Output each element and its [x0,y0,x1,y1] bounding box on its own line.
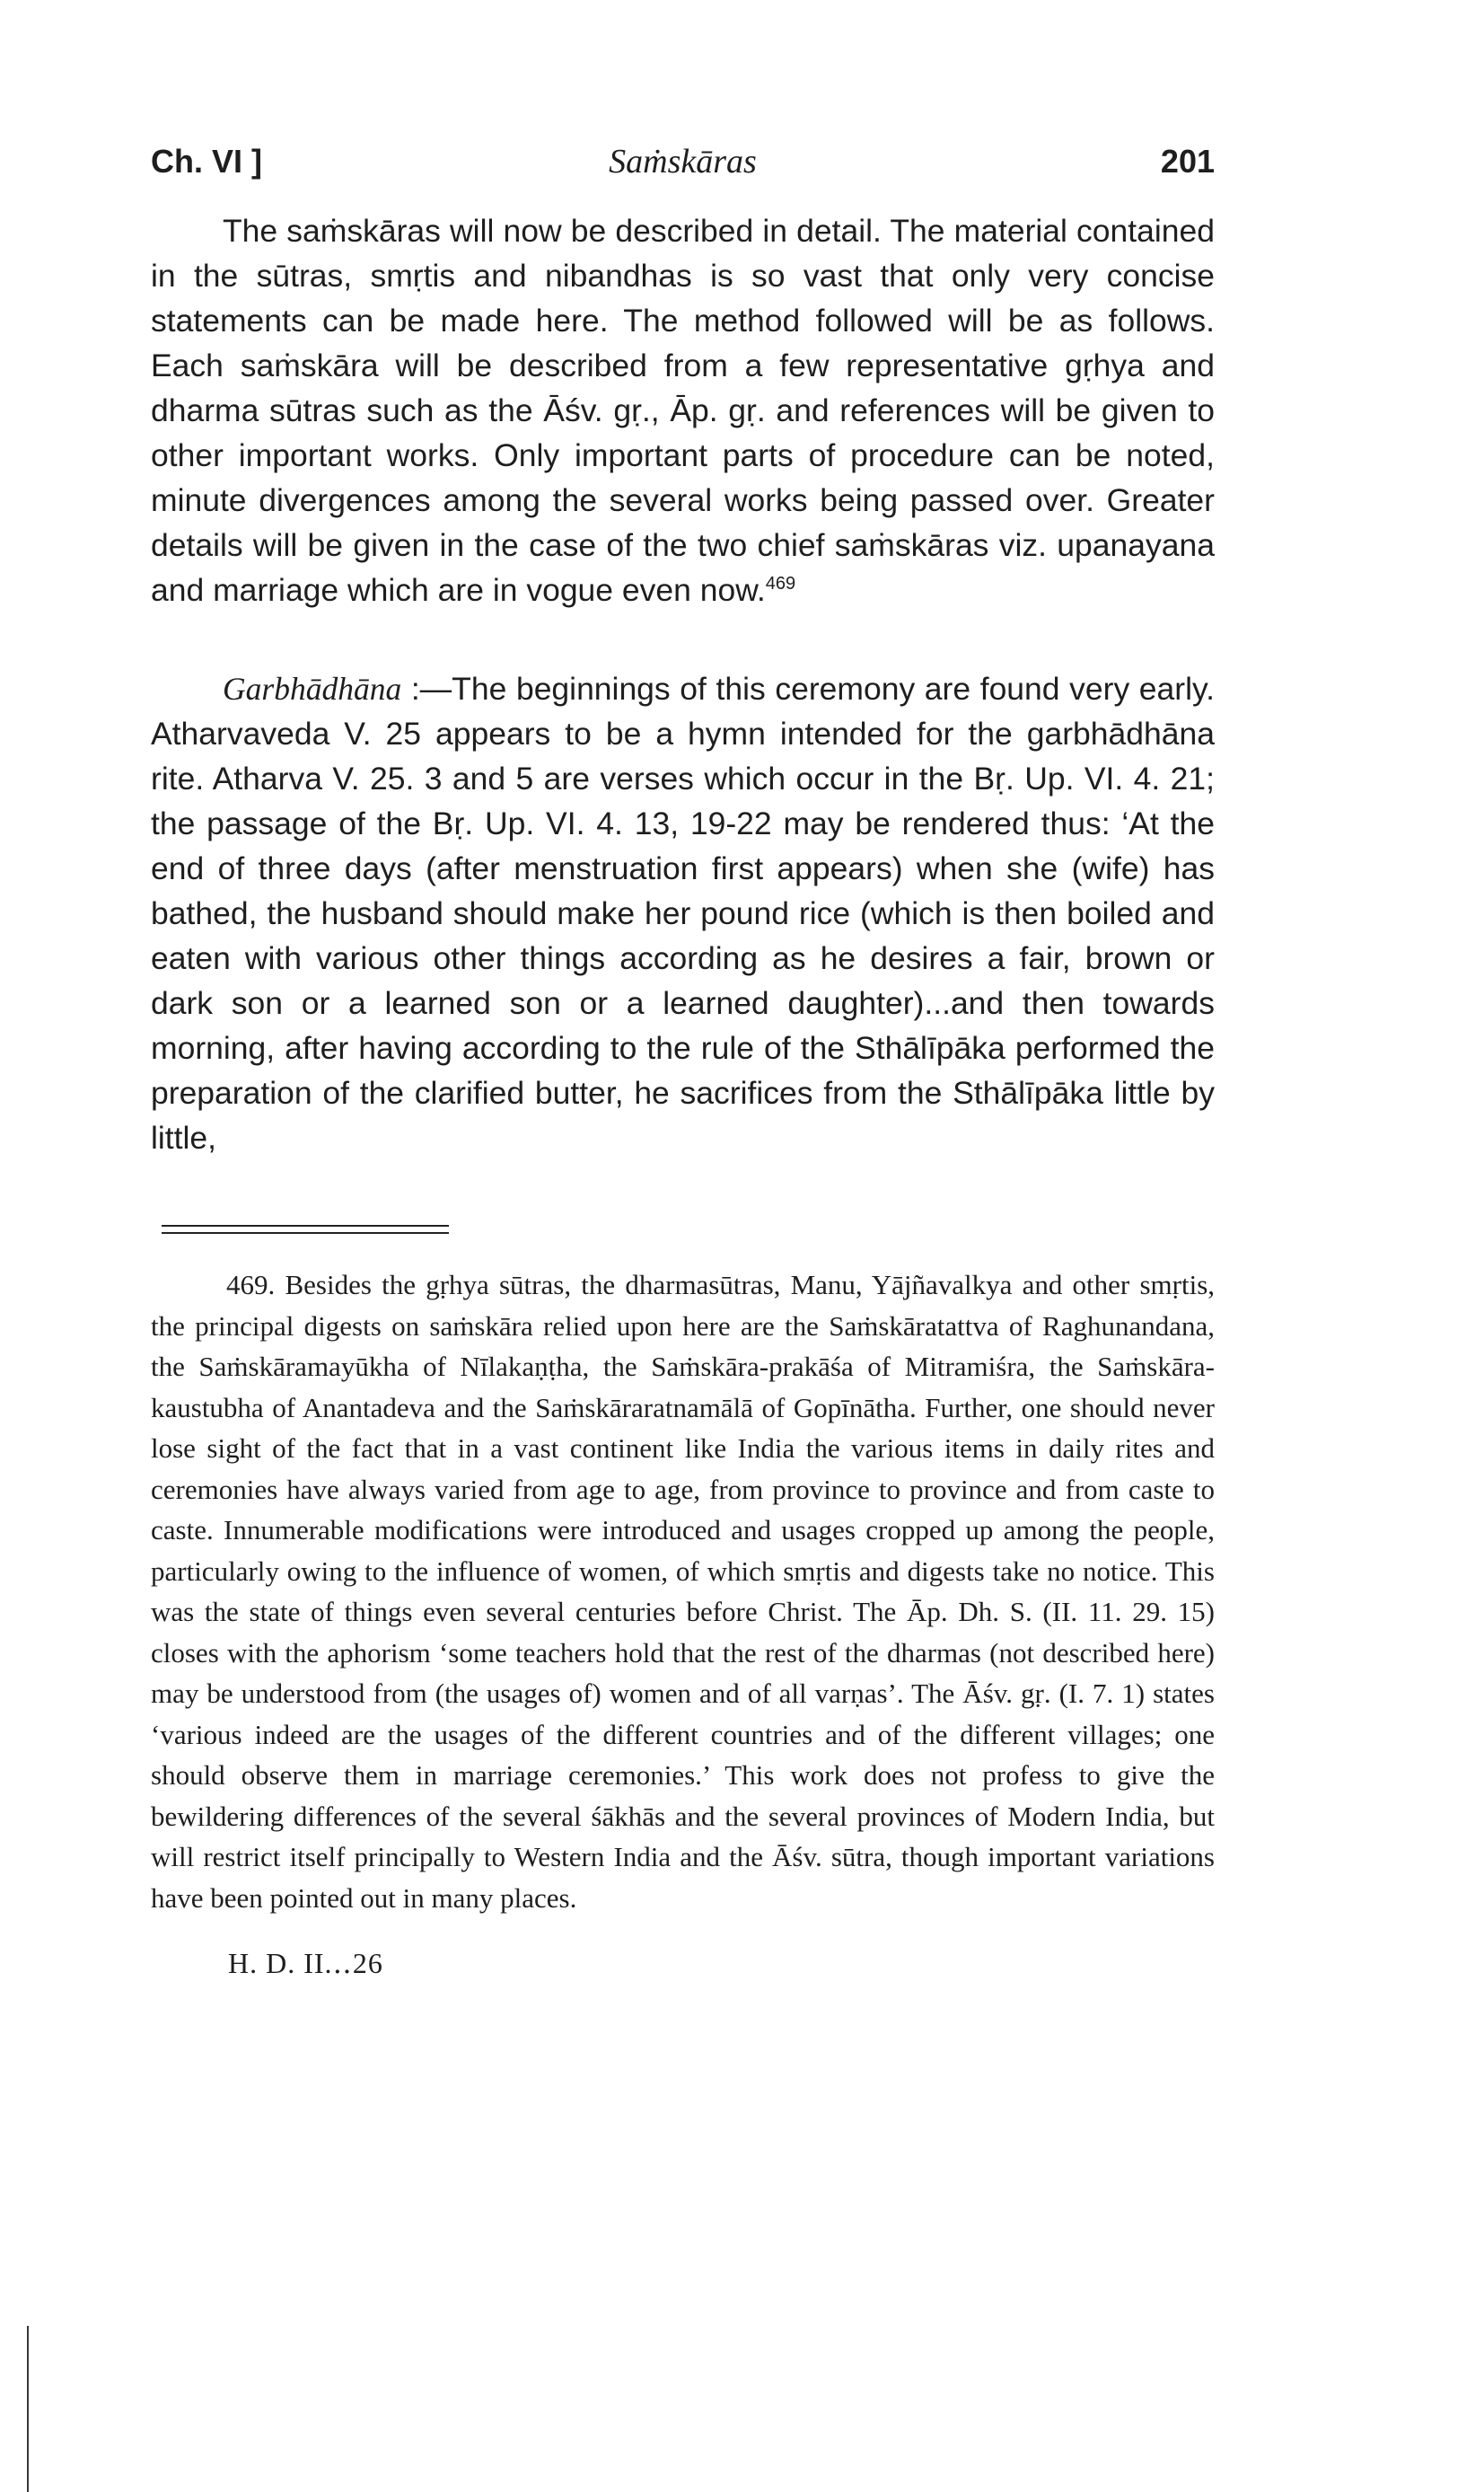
footnote-text: Besides the gṛhya sūtras, the dharmasūtras, Manu, Yājñavalkya and other smṛtis, the principal digests on saṁskāra relied upon here are the Saṁskāratattva of Raghunandana, the Saṁskāramayūkha of Nīlakaṇṭha, the Saṁskāra-prakāśa of Mitramiśra, the Saṁskāra-kaustubha of Anantadeva and the Saṁskāraratnamālā of Gopīnātha. Further, one should never lose sight of the fact that in a vast continent like India the various items in daily rites and ceremonies have always varied from age to age, from province to province and from caste to caste. Innumerable modifications were introduced and usages cropped up among the people, particularly owing to the influence of women, of which smṛtis and digests take no notice. This was the state of things even several centuries before Christ. The Āp. Dh. S. (II. 11. 29. 15) closes with the aphorism ‘some teachers hold that the rest of the dharmas (not described here) may be understood from (the usages of) women and of all varṇas’. The Āśv. gṛ. (I. 7. 1) states ‘various indeed are the usages of the different countries and of the different villages; one should observe them in marriage ceremonies.’ This work does not profess to give the bewildering differences of the several śākhās and the several provinces of Modern India, but will restrict itself principally to Western India and the Āśv. sūtra, though important variations have been pointed out in many places. [151,1269,1216,1914]
running-title: Saṁskāras [609,143,757,181]
section-heading-garbhadhana: Garbhādhāna [223,671,402,707]
footnote-reference: 469 [765,574,796,594]
binding-edge-line [27,2326,29,2492]
page-number: 201 [1160,143,1215,180]
page [151,135,1215,1980]
separator-rule [162,1232,449,1234]
paragraph-intro-text: The saṁskāras will now be described in detail. The material contained in the sūtras, smṛtis and nibandhas is so vast that only very concise statements can be made here. The method followed will be as follows. Each saṁskāra will be described from a few representative gṛhya and dharma sūtras such as the Āśv. gṛ., Āp. gṛ. and references will be given to other important works. Only important parts of procedure can be noted, minute divergences among the several works being passed over. Greater details will be given in the case of the two chief saṁskāras viz. upanayana and marriage which are in vogue even now. [151,213,1215,608]
paragraph-intro [151,208,1215,612]
signature-mark: H. D. II.‥26 [228,1947,383,1979]
running-head [151,135,1215,189]
footnote [151,1264,1215,1918]
separator-rule [162,1225,449,1227]
chapter-label: Ch. VI ] [151,143,262,180]
paragraph-garbhadhana [151,666,1215,1160]
footnote-separator [162,1225,449,1234]
paragraph-garbhadhana-text: :—The beginnings of this ceremony are found very early. Atharvaveda V. 25 appears to be a hymn intended for the garbhādhāna rite. Atharva V. 25. 3 and 5 are verses which occur in the Bṛ. Up. VI. 4. 21; the passage of the Bṛ. Up. VI. 4. 13, 19-22 may be rendered thus: ‘At the end of three days (after menstruation first appears) when she (wife) has bathed, the husband should make her pound rice (which is then boiled and eaten with various other things according as he desires a fair, brown or dark son or a learned son or a learned daughter)...and then towards morning, after having according to the rule of the Sthālīpāka performed the preparation of the clarified butter, he sacrifices from the Sthālīpāka little by little, [151,671,1215,1156]
footnote-number: 469. [226,1269,276,1300]
